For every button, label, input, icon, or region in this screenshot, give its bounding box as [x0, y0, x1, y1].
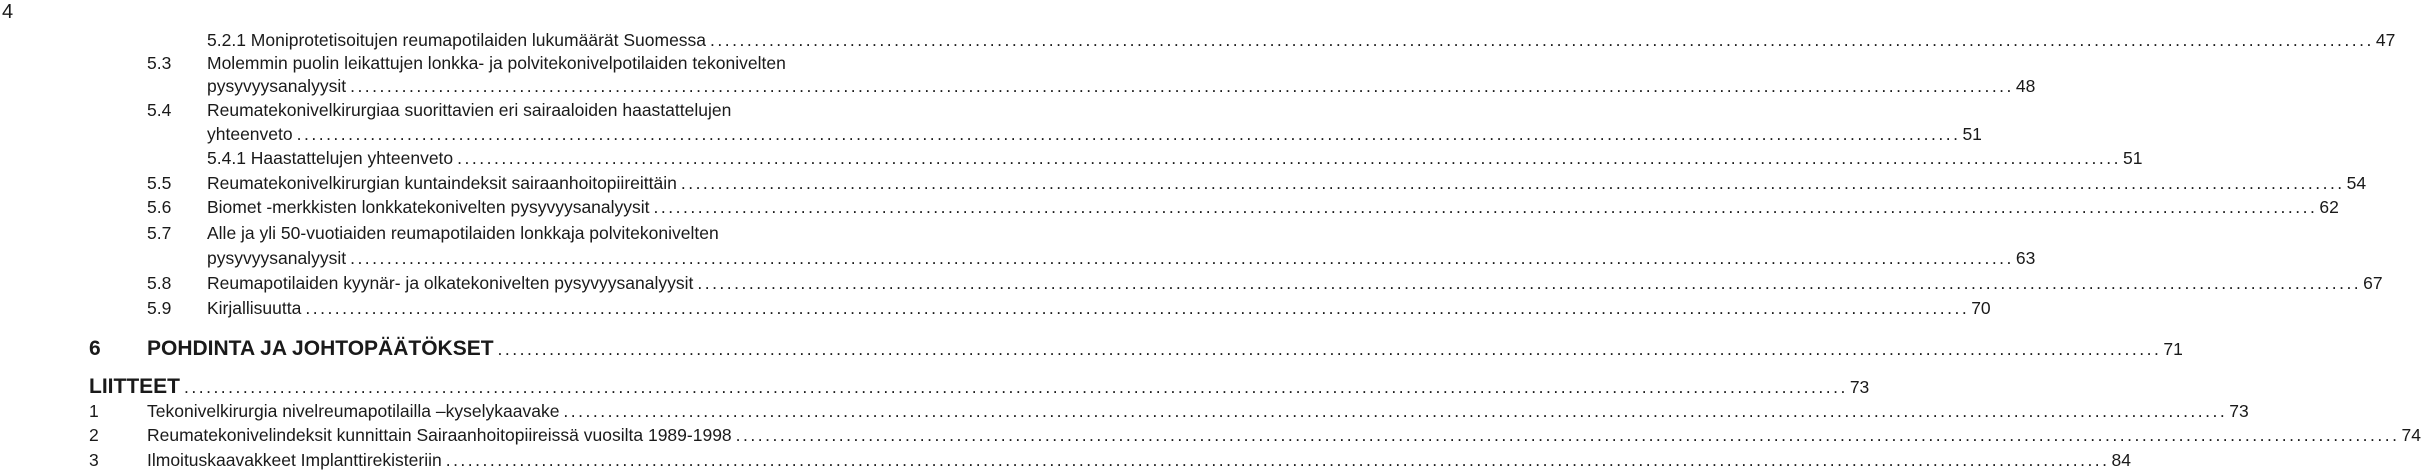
toc-entry-page: 51	[1962, 124, 1982, 144]
toc-entry-page: 47	[2375, 30, 2396, 50]
toc-entry-chapter-6[interactable]	[89, 336, 2183, 362]
dot-leader: ..................................................................................................................................................................................................................................	[184, 377, 1848, 397]
dot-leader: ..................................................................................................................................................................................................................................	[296, 124, 1961, 144]
toc-entry-5-4-1[interactable]	[207, 147, 2143, 169]
toc-entry-number: 5.3	[147, 53, 172, 73]
dot-leader: ..................................................................................................................................................................................................................................	[710, 30, 2374, 50]
toc-entry-title-continuation: pysyvyysanalyysit	[207, 76, 347, 96]
toc-entry-number: 3	[89, 450, 99, 470]
dot-leader: ..................................................................................................................................................................................................................................	[653, 197, 2318, 217]
dot-leader: ..................................................................................................................................................................................................................................	[735, 425, 2400, 445]
toc-entry-title: Kirjallisuutta	[207, 298, 302, 318]
toc-entry-title: Reumatekonivelkirurgian kuntaindeksit sairaanhoitopiireittäin	[207, 173, 677, 193]
toc-entry-5-3-continuation[interactable]	[207, 75, 2036, 97]
toc-entry-page: 67	[2363, 273, 2383, 293]
toc-entry-title: Biomet -merkkisten lonkkatekonivelten pysyvyysanalyysit	[207, 197, 650, 217]
toc-entry-number: 5.8	[147, 273, 172, 293]
toc-entry-number: 5.5	[147, 173, 172, 193]
toc-entry-5-7[interactable]	[147, 222, 950, 244]
toc-entry-title: 5.2.1 Moniprotetisoitujen reumapotilaiden lukumäärät Suomessa	[207, 30, 707, 50]
toc-appendices-title: LIITTEET	[89, 375, 180, 398]
toc-entry-title: Reumatekonivelkirurgiaa suorittavien eri sairaaloiden haastattelujen	[207, 100, 732, 120]
toc-entry-5-7-continuation[interactable]	[207, 247, 2036, 269]
toc-entry-appendix-3[interactable]	[89, 449, 2131, 471]
toc-entry-page: 62	[2319, 197, 2339, 217]
toc-entry-5-5[interactable]	[147, 172, 2367, 194]
toc-entry-appendix-1[interactable]	[89, 400, 2249, 422]
toc-entry-number: 5.6	[147, 197, 172, 217]
toc-entry-page: 84	[2111, 450, 2131, 470]
dot-leader: ..................................................................................................................................................................................................................................	[680, 173, 2345, 193]
toc-entry-title: Tekonivelkirurgia nivelreumapotilailla –kyselykaavake	[147, 401, 560, 421]
page-number: 4	[2, 1, 14, 23]
toc-entry-5-4-continuation[interactable]	[207, 123, 1982, 145]
dot-leader: ..................................................................................................................................................................................................................................	[457, 148, 2121, 168]
toc-entry-page: 73	[2229, 401, 2249, 421]
toc-entry-page: 74	[2401, 425, 2421, 445]
toc-entry-5-6[interactable]	[147, 196, 2339, 218]
toc-entry-number: 5.4	[147, 100, 172, 120]
toc-entry-number: 5.9	[147, 298, 172, 318]
dot-leader: ..................................................................................................................................................................................................................................	[697, 273, 2362, 293]
toc-entry-page: 73	[1849, 377, 1870, 397]
toc-entry-title: Reumapotilaiden kyynär- ja olkatekonivelten pysyvyysanalyysit	[207, 273, 694, 293]
dot-leader: ..................................................................................................................................................................................................................................	[350, 248, 2014, 268]
toc-entry-5-4[interactable]	[147, 99, 950, 121]
toc-entry-title: Alle ja yli 50-vuotiaiden reumapotilaiden lonkkaja polvitekonivelten	[207, 223, 719, 243]
dot-leader: ..................................................................................................................................................................................................................................	[563, 401, 2228, 421]
toc-entry-appendix-2[interactable]	[89, 424, 2421, 446]
toc-entry-title: Reumatekonivelindeksit kunnittain Sairaanhoitopiireissä vuosilta 1989-1998	[147, 425, 732, 445]
toc-entry-page: 63	[2015, 248, 2036, 268]
toc-entry-page: 71	[2163, 339, 2183, 359]
toc-entry-5-2-1[interactable]	[207, 29, 2396, 51]
dot-leader: ..................................................................................................................................................................................................................................	[445, 450, 2110, 470]
toc-entry-5-3[interactable]	[147, 52, 950, 74]
toc-entry-page: 48	[2015, 76, 2036, 96]
toc-entry-title: Molemmin puolin leikattujen lonkka- ja polvitekonivelpotilaiden tekonivelten	[207, 53, 786, 73]
toc-entry-title: Ilmoituskaavakkeet Implanttirekisteriin	[147, 450, 442, 470]
toc-chapter-number: 6	[89, 337, 101, 360]
toc-entry-page: 51	[2122, 148, 2143, 168]
toc-entry-page: 70	[1971, 298, 1991, 318]
toc-entry-number: 2	[89, 425, 99, 445]
toc-entry-title-continuation: yhteenveto	[207, 124, 293, 144]
dot-leader: ..................................................................................................................................................................................................................................	[350, 76, 2014, 96]
dot-leader: ..................................................................................................................................................................................................................................	[305, 298, 1970, 318]
toc-entry-number: 1	[89, 401, 99, 421]
toc-entry-appendices[interactable]	[89, 374, 1870, 400]
toc-entry-5-8[interactable]	[147, 272, 2383, 294]
toc-entry-5-9[interactable]	[147, 297, 1991, 319]
toc-entry-title-continuation: pysyvyysanalyysit	[207, 248, 347, 268]
toc-entry-number: 5.7	[147, 223, 172, 243]
dot-leader: ..................................................................................................................................................................................................................................	[497, 339, 2162, 359]
toc-chapter-title: POHDINTA JA JOHTOPÄÄTÖKSET	[147, 337, 494, 360]
toc-entry-title: 5.4.1 Haastattelujen yhteenveto	[207, 148, 454, 168]
toc-entry-page: 54	[2346, 173, 2367, 193]
